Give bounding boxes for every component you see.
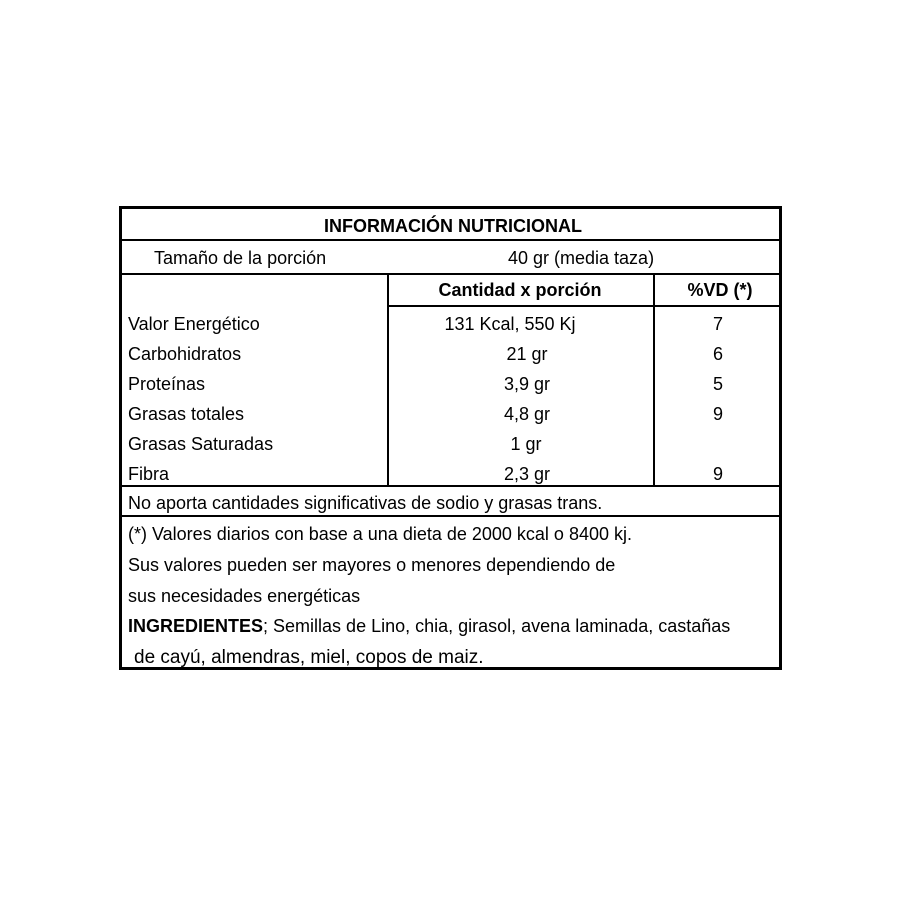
divider	[387, 305, 779, 307]
nutrient-amount: 2,3 gr	[503, 464, 551, 484]
footnote-line: sus necesidades energéticas	[128, 586, 361, 606]
ingredients-line	[128, 617, 730, 635]
nutrient-amount: 4,8 gr	[503, 404, 551, 424]
nutrient-amount: 1 gr	[510, 434, 542, 454]
divider	[122, 239, 779, 241]
divider	[122, 485, 779, 487]
serving-size-label: Tamaño de la porción	[154, 248, 327, 268]
nutrient-amount: 3,9 gr	[503, 374, 551, 394]
sodium-note: No aporta cantidades significativas de sodio y grasas trans.	[128, 493, 603, 513]
serving-size-value: 40 gr (media taza)	[508, 248, 655, 268]
nutrient-name: Grasas Saturadas	[128, 434, 274, 454]
column-divider	[653, 273, 655, 485]
nutrient-dv: 9	[712, 404, 724, 424]
nutrient-name: Valor Energético	[128, 314, 260, 334]
nutrient-dv: 5	[712, 374, 724, 394]
nutrient-dv: 7	[712, 314, 724, 334]
nutrient-name: Carbohidratos	[128, 344, 242, 364]
column-divider	[387, 273, 389, 485]
footnote-line: (*) Valores diarios con base a una dieta de 2000 kcal o 8400 kj.	[128, 524, 632, 544]
ingredients-line: de cayú, almendras, miel, copos de maiz.	[134, 647, 484, 668]
divider	[122, 273, 779, 275]
nutrient-amount: 21 gr	[506, 344, 548, 364]
nutrient-dv: 9	[712, 464, 724, 484]
nutrient-name: Proteínas	[128, 374, 206, 394]
ingredients-text: ; Semillas de Lino, chia, girasol, avena laminada, castañas	[263, 616, 731, 636]
footnote-line: Sus valores pueden ser mayores o menores dependiendo de	[128, 555, 616, 575]
ingredients-label: INGREDIENTES	[128, 616, 264, 636]
dv-column-header: %VD (*)	[687, 280, 753, 300]
nutrient-amount: 131 Kcal, 550 Kj	[444, 314, 576, 334]
divider	[122, 515, 779, 517]
nutrient-name: Grasas totales	[128, 404, 245, 424]
table-title: INFORMACIÓN NUTRICIONAL	[324, 216, 582, 236]
amount-column-header: Cantidad x porción	[438, 280, 602, 300]
nutrition-facts-table	[119, 206, 782, 670]
nutrient-dv: 6	[712, 344, 724, 364]
nutrient-name: Fibra	[128, 464, 170, 484]
